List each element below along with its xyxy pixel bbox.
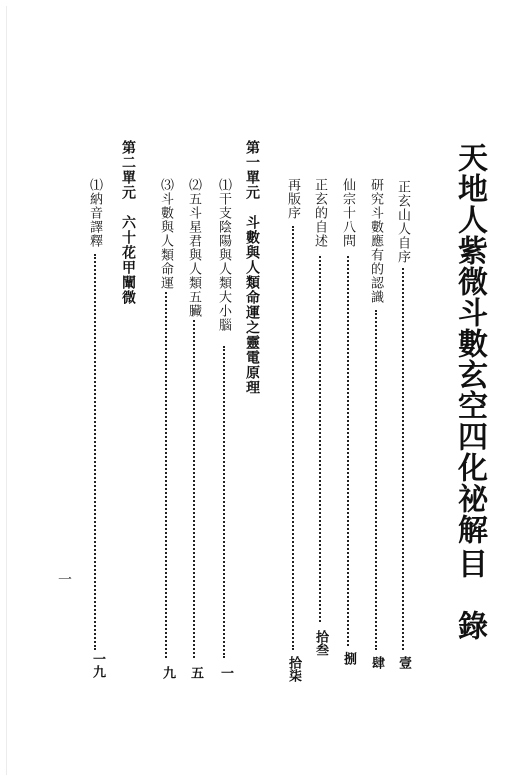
page-border — [6, 6, 519, 775]
toc-entry-page: 拾柒 — [286, 656, 301, 682]
leader-dots — [319, 256, 321, 622]
toc-entry-page: 一 — [218, 666, 233, 679]
toc-entry-label: ⑵五斗星君與人類五臟 — [186, 178, 201, 318]
toc-entry-page: 五 — [188, 666, 203, 679]
toc-entry-page: 九 — [160, 666, 175, 679]
toc-entry-page: 捌 — [341, 652, 356, 665]
toc-entry-page: 壹 — [396, 656, 411, 669]
toc-entry-label: 仙宗十八問 — [340, 178, 355, 248]
title-suffix: 目 錄 — [452, 548, 487, 641]
toc-entry-label: ⑴納音譯釋 — [87, 178, 102, 248]
leader-dots — [94, 254, 96, 650]
leader-dots — [292, 226, 294, 650]
book-title — [447, 142, 491, 545]
toc-entry-label: ⑴干支陰陽與人類大小腦 — [216, 178, 231, 332]
leader-dots — [402, 268, 404, 650]
leader-dots — [375, 310, 377, 650]
unit-heading: 第一單元 斗數與人類命運之靈電原理 — [244, 140, 260, 395]
toc-heading — [447, 548, 491, 641]
leader-dots — [193, 320, 195, 658]
leader-dots — [347, 256, 349, 646]
toc-entry-label: 正玄山人自序 — [395, 180, 410, 264]
toc-entry-page: 拾叁 — [313, 630, 328, 656]
page-folio: 一 — [56, 572, 72, 586]
toc-entry-label: 研究斗數應有的認識 — [368, 178, 383, 304]
title-main: 天地人紫微斗數玄空四化祕解 — [452, 142, 487, 545]
toc-entry-label: ⑶斗數與人類命運 — [158, 178, 173, 290]
toc-entry-label: 正玄的自述 — [312, 178, 327, 248]
leader-dots — [223, 346, 225, 658]
toc-entry-label: 再版序 — [285, 178, 300, 220]
leader-dots — [165, 292, 167, 658]
unit-heading: 第二單元 六十花甲闡微 — [120, 140, 136, 305]
toc-entry-page: 一九 — [90, 652, 105, 678]
toc-entry-page: 肆 — [369, 656, 384, 669]
